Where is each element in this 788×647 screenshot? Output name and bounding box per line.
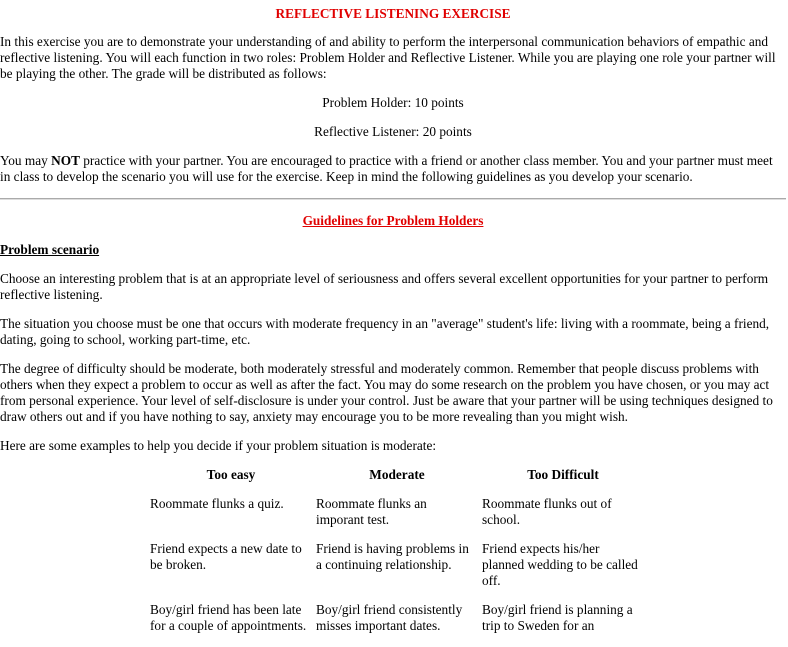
table-cell: Boy/girl friend has been late for a couple of appointments.: [150, 602, 307, 633]
points-problem-holder: Problem Holder: 10 points: [322, 95, 464, 110]
points-reflective-listener: Reflective Listener: 20 points: [314, 124, 472, 139]
table-row: [148, 602, 646, 647]
practice-before: You may: [0, 153, 52, 168]
intro-paragraph: In this exercise you are to demonstrate your understanding of and ability to perform the interpersonal communication behaviors of empathic and reflective listening. You will each function in two roles: Problem Holder and Reflective Listener. While you are playing one role your partner will be playing the other. The grade will be distributed as follows:: [0, 34, 776, 81]
header-too-difficult: Too Difficult: [527, 467, 599, 482]
paragraph: Here are some examples to help you decide if your problem situation is moderate:: [0, 438, 437, 453]
practice-paragraph: [0, 153, 786, 185]
table-cell: Friend expects a new date to be broken.: [150, 541, 302, 572]
practice-after: practice with your partner. You are encouraged to practice with a friend or another class member. You and your partner must meet in class to develop the scenario you will use for the exercise. Keep in mind the following guidelines as you develop your scenario.: [0, 153, 773, 184]
table-row: [148, 541, 646, 602]
table-cell: Friend expects his/her planned wedding to be called off.: [482, 541, 638, 588]
table-cell: Roommate flunks an imporant test.: [316, 496, 427, 527]
scenario-heading: Problem scenario: [0, 242, 100, 257]
paragraph: The situation you choose must be one that occurs with moderate frequency in an "average" student's life: living with a roommate, being a friend, dating, going to school, working part-time, etc.: [0, 316, 770, 347]
practice-not: NOT: [51, 153, 80, 168]
table-cell: Roommate flunks a quiz.: [150, 496, 284, 511]
header-too-easy: Too easy: [206, 467, 256, 482]
table-cell: Friend is having problems in a continuing relationship.: [316, 541, 469, 572]
table-cell: Boy/girl friend is planning a trip to Sweden for an: [482, 602, 633, 633]
header-moderate: Moderate: [369, 467, 425, 482]
examples-table: [148, 467, 646, 647]
table-cell: Boy/girl friend consistently misses important dates.: [316, 602, 463, 633]
paragraph: The degree of difficulty should be moderate, both moderately stressful and moderately common. Remember that people discuss problems with others when they expect a problem to occur as well as after the fact. You may do some research on the problem you have chosen, or you may act from personal experience. Your level of self-disclosure is under your control. Just be aware that your partner will be using techniques designed to draw others out and if you have nothing to say, anxiety may encourage you to be more revealing than you might wish.: [0, 361, 773, 424]
guidelines-heading: Guidelines for Problem Holders: [302, 213, 484, 228]
page-title: REFLECTIVE LISTENING EXERCISE: [275, 6, 511, 21]
table-header-row: [148, 467, 646, 496]
table-cell: Roommate flunks out of school.: [482, 496, 612, 527]
table-row: [148, 496, 646, 541]
divider: [0, 198, 786, 200]
paragraph: Choose an interesting problem that is at an appropriate level of seriousness and offers several excellent opportunities for your partner to perform reflective listening.: [0, 271, 769, 302]
